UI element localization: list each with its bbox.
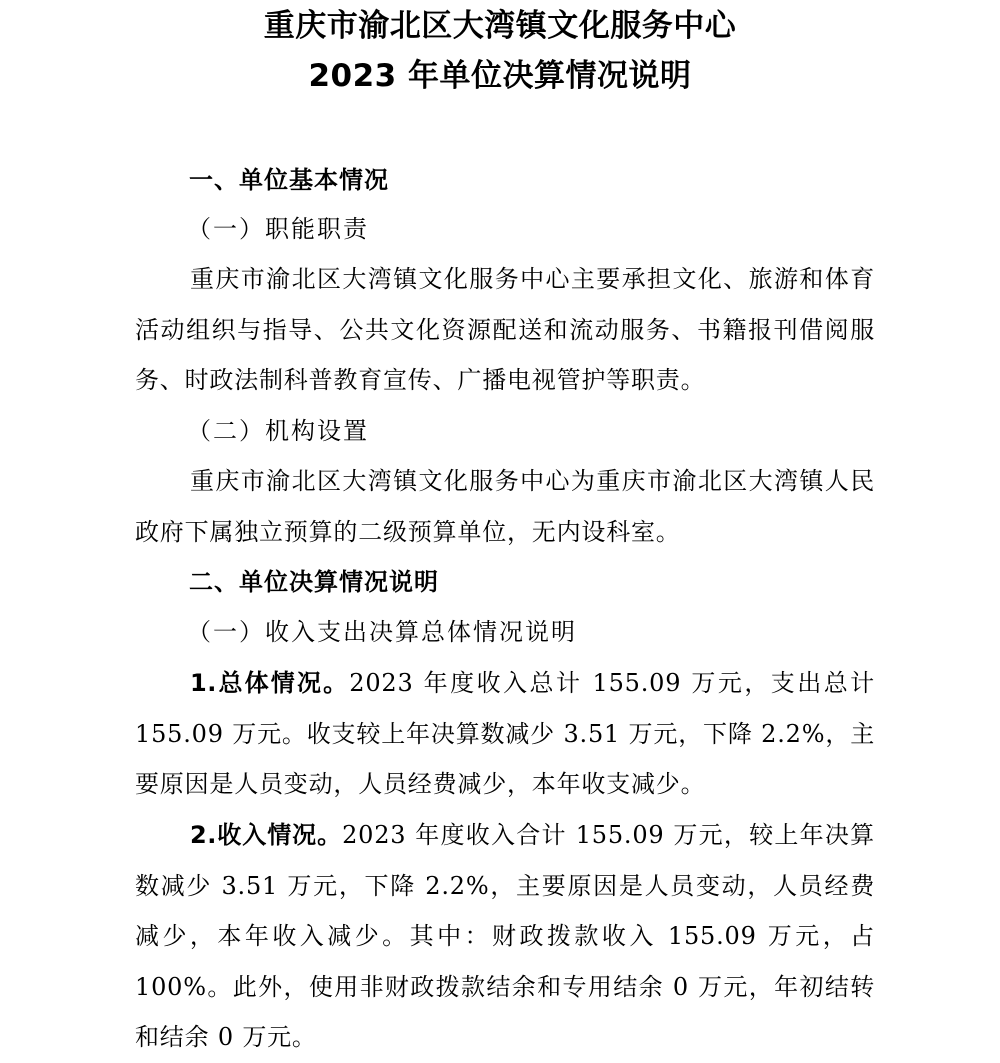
subheading-functions: （一）职能职责 bbox=[187, 215, 369, 243]
paragraph-income bbox=[135, 810, 875, 1063]
income-text: 2023 年度收入合计 155.09 万元，较上年决算数减少 3.51 万元，下降 2.2%，主要原因是人员变动，人员经费减少，本年收入减少。其中：财政拨款收入 155.09 万元，占 100%。此外，使用非财政拨款结余和专用结余 0 万元，年初结转和结余 0 万元。 bbox=[135, 821, 875, 1051]
subheading-income-expenditure: （一）收入支出决算总体情况说明 bbox=[187, 618, 577, 646]
paragraph-functions: 重庆市渝北区大湾镇文化服务中心主要承担文化、旅游和体育活动组织与指导、公共文化资源配送和流动服务、书籍报刊借阅服务、时政法制科普教育宣传、广播电视管护等职责。 bbox=[135, 265, 875, 394]
paragraph-organization: 重庆市渝北区大湾镇文化服务中心为重庆市渝北区大湾镇人民政府下属独立预算的二级预算单位，无内设科室。 bbox=[135, 467, 875, 546]
document-title-line-2: 2023 年单位决算情况说明 bbox=[308, 58, 692, 94]
overall-text: 2023 年度收入总计 155.09 万元，支出总计 155.09 万元。收支较上年决算数减少 3.51 万元，下降 2.2%，主要原因是人员变动，人员经费减少，本年收支减少。 bbox=[135, 669, 875, 798]
paragraph-overall bbox=[135, 658, 875, 810]
overall-lead: 1.总体情况。 bbox=[190, 669, 350, 697]
section-heading-final-accounts: 二、单位决算情况说明 bbox=[189, 568, 439, 596]
document-title-line-1: 重庆市渝北区大湾镇文化服务中心 bbox=[263, 8, 737, 44]
section-heading-basic-info: 一、单位基本情况 bbox=[189, 166, 389, 194]
subheading-organization: （二）机构设置 bbox=[187, 417, 369, 445]
income-lead: 2.收入情况。 bbox=[190, 821, 343, 849]
